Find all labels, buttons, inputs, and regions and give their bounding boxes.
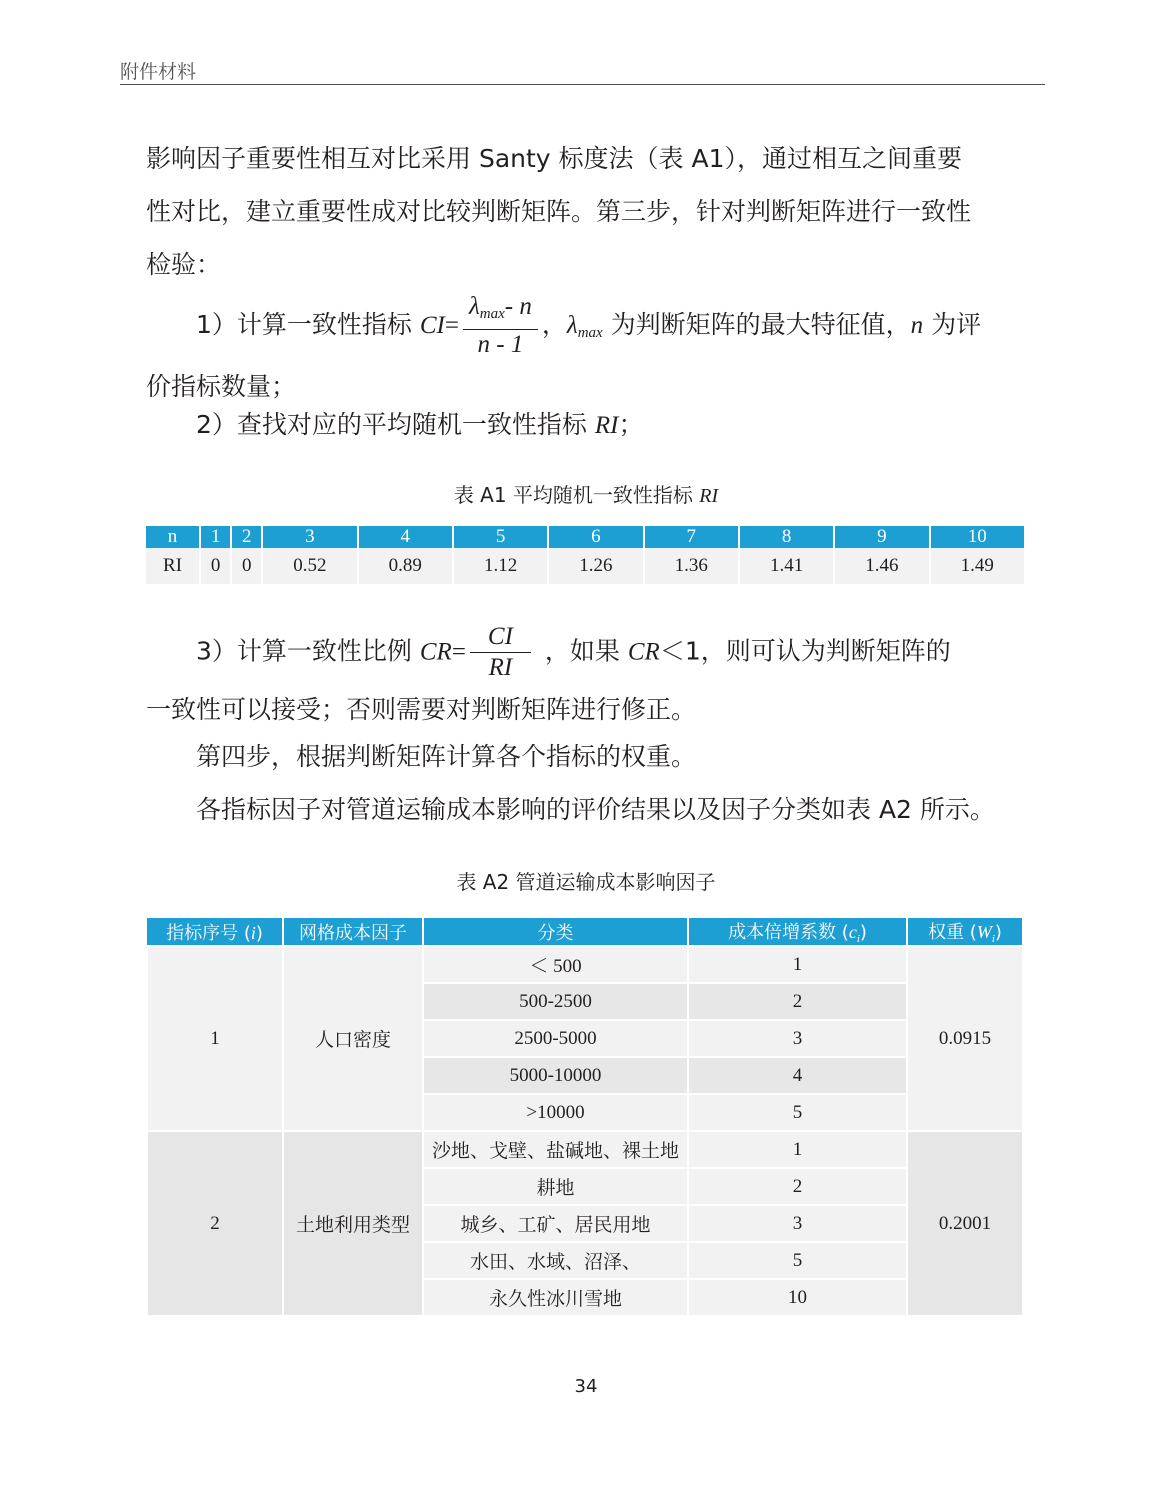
intro-line-3: 检验： xyxy=(146,250,222,279)
header-coef xyxy=(688,918,907,946)
table-a1-data-cell: 1.49 xyxy=(930,548,1025,584)
coef-cell: 1 xyxy=(688,946,907,983)
equals-sign: = xyxy=(444,312,459,339)
table-a1-data-cell: 0.52 xyxy=(262,548,357,584)
table-a1-header-cell: 8 xyxy=(739,526,834,548)
coef-cell: 3 xyxy=(688,1020,907,1057)
table-a1-data-cell: 1.41 xyxy=(739,548,834,584)
table-a1-data-cell: 0 xyxy=(200,548,231,584)
table-a1-header-cell: 4 xyxy=(358,526,453,548)
intro-paragraph xyxy=(146,132,1028,291)
ri-symbol: RI xyxy=(594,412,619,439)
header-weight-close: ) xyxy=(994,922,1002,943)
header-weight-sub: i xyxy=(991,933,995,945)
table-a1-header-cell: 2 xyxy=(231,526,262,548)
header-factor: 网格成本因子 xyxy=(283,918,423,946)
table-a1-header-cell: 1 xyxy=(200,526,231,548)
header-weight-text: 权重 ( xyxy=(928,922,977,943)
step-2-end: ； xyxy=(618,410,644,439)
table-a1 xyxy=(146,526,1026,584)
step-4-line: 第四步，根据判断矩阵计算各个指标的权重。 xyxy=(196,742,697,771)
header-index-text: 指标序号 ( xyxy=(166,922,251,944)
header-title: 附件材料 xyxy=(120,61,197,83)
category-cell: 永久性冰川雪地 xyxy=(423,1279,688,1316)
summary-line: 各指标因子对管道运输成本影响的评价结果以及因子分类如表 A2 所示。 xyxy=(196,795,995,824)
coef-cell: 3 xyxy=(688,1205,907,1242)
lambda-subscript: max xyxy=(479,306,505,322)
category-cell: 耕地 xyxy=(423,1168,688,1205)
table-a1-header-cell: 5 xyxy=(453,526,548,548)
coef-cell: 5 xyxy=(688,1242,907,1279)
category-cell: 城乡、工矿、居民用地 xyxy=(423,1205,688,1242)
step-2-line xyxy=(146,398,1028,452)
equals-sign-2: = xyxy=(451,638,466,666)
cr-symbol: CR xyxy=(419,638,452,666)
ci-denominator: n - 1 xyxy=(477,331,524,358)
header-index xyxy=(147,918,283,946)
page-header xyxy=(120,52,1045,85)
header-index-close: ) xyxy=(255,922,263,944)
table-a2-header-row xyxy=(147,918,1023,946)
table-a1-data-cell: 1.26 xyxy=(548,548,643,584)
table-row xyxy=(147,1131,1023,1168)
coef-cell: 10 xyxy=(688,1279,907,1316)
cr-denominator: RI xyxy=(488,654,513,681)
table-a1-header-cell: 9 xyxy=(834,526,929,548)
step-4-paragraph xyxy=(146,730,1028,783)
ci-symbol: CI xyxy=(419,312,445,339)
table-a1-caption-ri: RI xyxy=(699,485,719,507)
category-cell: ＜ 500 xyxy=(423,946,688,983)
table-a1-header-cell: n xyxy=(146,526,200,548)
category-cell: 2500-5000 xyxy=(423,1020,688,1057)
group-1-weight: 0.0915 xyxy=(907,946,1023,1131)
header-index-var: i xyxy=(250,922,256,943)
group-1-index: 1 xyxy=(147,946,283,1131)
coef-cell: 2 xyxy=(688,1168,907,1205)
ci-fraction xyxy=(463,292,538,360)
step-1-prefix: 1）计算一致性指标 xyxy=(196,310,420,339)
category-cell: 沙地、戈壁、盐碱地、裸土地 xyxy=(423,1131,688,1168)
group-1-factor: 人口密度 xyxy=(283,946,423,1131)
table-a2-caption: 表 A2 管道运输成本影响因子 xyxy=(456,870,716,894)
category-cell: 5000-10000 xyxy=(423,1057,688,1094)
summary-paragraph xyxy=(146,783,1028,836)
header-category: 分类 xyxy=(423,918,688,946)
table-a1-header-row xyxy=(146,526,1025,548)
step-1-end: 为评 xyxy=(923,310,982,339)
group-2-weight: 0.2001 xyxy=(907,1131,1023,1316)
header-coef-var: c xyxy=(848,922,857,942)
table-a2 xyxy=(146,918,1024,1317)
header-weight xyxy=(907,918,1023,946)
group-2-index: 2 xyxy=(147,1131,283,1316)
coef-cell: 2 xyxy=(688,983,907,1020)
step-3-line-2: 一致性可以接受；否则需要对判断矩阵进行修正。 xyxy=(146,695,697,724)
intro-line-1: 影响因子重要性相互对比采用 Santy 标度法（表 A1），通过相互之间重要 xyxy=(146,144,962,173)
page-number: 34 xyxy=(574,1376,598,1397)
numerator-rest: - n xyxy=(504,293,532,320)
header-weight-var: W xyxy=(976,922,992,942)
step-1-line-1 xyxy=(146,292,1028,360)
step-3-prefix: 3）计算一致性比例 xyxy=(196,636,420,666)
header-coef-sub: i xyxy=(856,933,860,945)
table-a1-header-cell: 10 xyxy=(930,526,1025,548)
step-1-paragraph xyxy=(146,292,1028,413)
table-a1-data-row xyxy=(146,548,1025,584)
lambda-symbol: λ xyxy=(468,293,480,320)
coef-cell: 5 xyxy=(688,1094,907,1131)
table-a1-data-cell: 1.12 xyxy=(453,548,548,584)
step-2-prefix: 2）查找对应的平均随机一致性指标 xyxy=(196,410,595,439)
table-a1-data-cell: 1.46 xyxy=(834,548,929,584)
step-1-line-2: 价指标数量； xyxy=(146,372,297,401)
group-2-factor: 土地利用类型 xyxy=(283,1131,423,1316)
table-a1-data-cell: RI xyxy=(146,548,200,584)
ci-numerator xyxy=(463,292,538,330)
step-3-line-1 xyxy=(146,622,1028,683)
coef-cell: 4 xyxy=(688,1057,907,1094)
table-a1-caption-text: 表 A1 平均随机一致性指标 xyxy=(453,483,700,507)
step-3-mid: ，如果 xyxy=(544,636,628,666)
comma: ， xyxy=(541,310,567,339)
coef-cell: 1 xyxy=(688,1131,907,1168)
table-a1-data-cell: 0 xyxy=(231,548,262,584)
step-1-mid: 为判断矩阵的最大特征值， xyxy=(602,310,911,339)
intro-line-2: 性对比，建立重要性成对比较判断矩阵。第三步，针对判断矩阵进行一致性 xyxy=(146,197,972,226)
table-a1-header-cell: 6 xyxy=(548,526,643,548)
table-a1-caption xyxy=(0,479,1172,508)
cr-symbol-2: CR xyxy=(627,638,660,666)
step-3-paragraph xyxy=(146,622,1028,736)
n-symbol: n xyxy=(910,312,924,339)
header-coef-text: 成本倍增系数 ( xyxy=(728,922,849,943)
category-cell: 500-2500 xyxy=(423,983,688,1020)
category-cell: >10000 xyxy=(423,1094,688,1131)
table-a1-data-cell: 0.89 xyxy=(358,548,453,584)
table-a1-data-cell: 1.36 xyxy=(644,548,739,584)
lambda-subscript-2: max xyxy=(577,325,603,341)
table-a1-header-cell: 7 xyxy=(644,526,739,548)
cr-numerator: CI xyxy=(470,622,531,653)
header-coef-close: ) xyxy=(859,922,867,943)
step-2-paragraph xyxy=(146,398,1028,452)
cr-fraction xyxy=(470,622,531,683)
lambda-symbol-2: λ xyxy=(566,312,578,339)
step-3-end: ＜1，则可认为判断矩阵的 xyxy=(659,636,951,666)
table-row xyxy=(147,946,1023,983)
table-a1-header-cell: 3 xyxy=(262,526,357,548)
category-cell: 水田、水域、沼泽、 xyxy=(423,1242,688,1279)
